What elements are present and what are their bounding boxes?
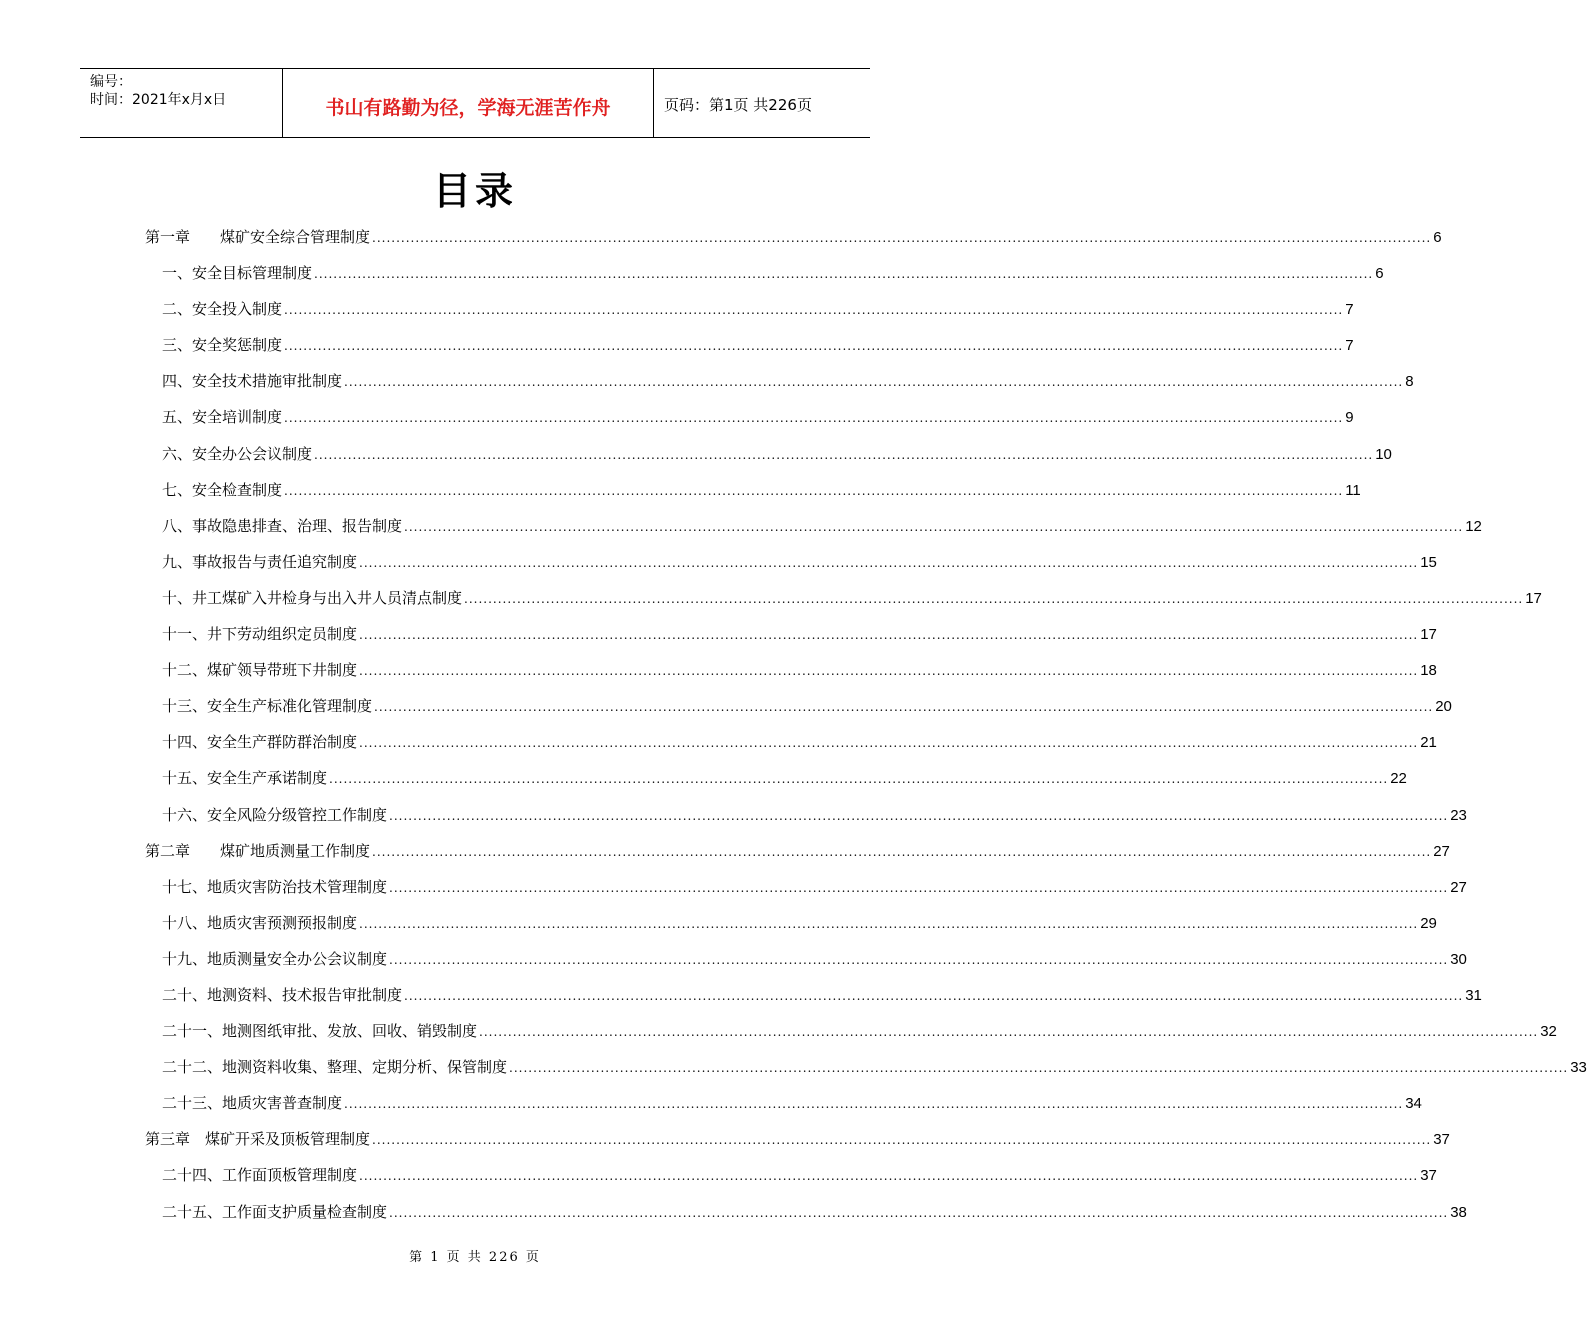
document-date: 时间：2021年x月x日 xyxy=(90,92,227,108)
toc-page-number: 27 xyxy=(1433,842,1450,860)
toc-section-entry[interactable] xyxy=(145,261,1384,297)
toc-page-number: 9 xyxy=(1345,409,1354,427)
document-header xyxy=(80,68,870,138)
toc-page-number: 21 xyxy=(1420,734,1437,752)
toc-entry-title: 十二、煤矿领导带班下井制度 xyxy=(162,661,358,680)
toc-dot-leader: ............................................................................................................................................................................................................................ xyxy=(314,267,1374,282)
toc-page-number: 20 xyxy=(1435,698,1452,716)
header-motto: 书山有路勤为径，学海无涯苦作舟 xyxy=(325,97,611,119)
toc-dot-leader: ............................................................................................................................................................................................................................ xyxy=(404,519,1464,534)
toc-entry-title: 二十、地测资料、技术报告审批制度 xyxy=(162,985,403,1004)
toc-entry-title: 九、事故报告与责任追究制度 xyxy=(162,552,358,571)
toc-page-number: 6 xyxy=(1375,265,1384,283)
toc-dot-leader: ............................................................................................................................................................................................................................ xyxy=(284,339,1344,354)
toc-entry-title: 十九、地质测量安全办公会议制度 xyxy=(162,949,388,968)
toc-section-entry[interactable] xyxy=(145,1091,1422,1127)
toc-section-entry[interactable] xyxy=(145,333,1354,369)
toc-dot-leader: ............................................................................................................................................................................................................................ xyxy=(359,916,1419,931)
toc-dot-leader: ............................................................................................................................................................................................................................ xyxy=(359,664,1419,679)
toc-section-entry[interactable] xyxy=(145,442,1392,478)
toc-entry-title: 第一章 煤矿安全综合管理制度 xyxy=(145,228,371,246)
toc-section-entry[interactable] xyxy=(145,875,1467,911)
toc-section-entry[interactable] xyxy=(145,1055,1587,1091)
toc-entry-title: 十五、安全生产承诺制度 xyxy=(162,769,328,788)
toc-page-number: 32 xyxy=(1540,1023,1557,1041)
toc-dot-leader: ............................................................................................................................................................................................................................ xyxy=(464,591,1524,606)
toc-entry-title: 第三章 煤矿开采及顶板管理制度 xyxy=(145,1130,371,1149)
toc-dot-leader: ............................................................................................................................................................................................................................ xyxy=(284,411,1344,426)
toc-section-entry[interactable] xyxy=(145,550,1437,586)
toc-page-number: 23 xyxy=(1450,806,1467,824)
toc-dot-leader: ............................................................................................................................................................................................................................ xyxy=(359,628,1419,643)
toc-dot-leader: ............................................................................................................................................................................................................................ xyxy=(389,880,1449,895)
toc-section-entry[interactable] xyxy=(145,658,1437,694)
toc-page-number: 33 xyxy=(1570,1059,1587,1077)
toc-page-number: 37 xyxy=(1433,1131,1450,1149)
page-title: 目录 xyxy=(432,169,517,213)
toc-entry-title: 第二章 煤矿地质测量工作制度 xyxy=(145,841,371,860)
toc-dot-leader: ............................................................................................................................................................................................................................ xyxy=(359,1169,1419,1184)
toc-chapter-entry[interactable] xyxy=(145,839,1450,875)
toc-dot-leader: ............................................................................................................................................................................................................................ xyxy=(329,772,1389,787)
toc-dot-leader: ............................................................................................................................................................................................................................ xyxy=(404,988,1464,1003)
toc-section-entry[interactable] xyxy=(145,478,1361,514)
toc-page-number: 8 xyxy=(1405,373,1414,391)
toc-dot-leader: ............................................................................................................................................................................................................................ xyxy=(284,303,1344,318)
toc-chapter-entry[interactable] xyxy=(145,1127,1450,1163)
toc-entry-title: 五、安全培训制度 xyxy=(162,408,283,427)
toc-section-entry[interactable] xyxy=(145,911,1437,947)
toc-page-number: 17 xyxy=(1525,589,1542,607)
toc-section-entry[interactable] xyxy=(145,622,1437,658)
toc-section-entry[interactable] xyxy=(145,1019,1557,1055)
toc-dot-leader: ............................................................................................................................................................................................................................ xyxy=(372,1133,1432,1148)
toc-entry-title: 二十三、地质灾害普查制度 xyxy=(162,1094,343,1113)
toc-entry-title: 二十四、工作面顶板管理制度 xyxy=(162,1166,358,1185)
toc-dot-leader: ............................................................................................................................................................................................................................ xyxy=(284,483,1344,498)
toc-entry-title: 十三、安全生产标准化管理制度 xyxy=(162,697,373,716)
toc-dot-leader: ............................................................................................................................................................................................................................ xyxy=(389,1205,1449,1220)
toc-page-number: 37 xyxy=(1420,1167,1437,1185)
toc-entry-title: 四、安全技术措施审批制度 xyxy=(162,372,343,391)
toc-section-entry[interactable] xyxy=(145,694,1452,730)
toc-page-number: 27 xyxy=(1450,878,1467,896)
header-motto-cell xyxy=(283,69,654,137)
toc-dot-leader: ............................................................................................................................................................................................................................ xyxy=(372,844,1432,859)
toc-section-entry[interactable] xyxy=(145,730,1437,766)
toc-entry-title: 三、安全奖惩制度 xyxy=(162,336,283,355)
toc-page-number: 30 xyxy=(1450,950,1467,968)
toc-page-number: 29 xyxy=(1420,914,1437,932)
toc-page-number: 22 xyxy=(1390,770,1407,788)
toc-entry-title: 二、安全投入制度 xyxy=(162,300,283,319)
table-of-contents xyxy=(145,225,1587,1236)
header-page-info: 页码：第1页 共226页 xyxy=(664,96,812,114)
toc-section-entry[interactable] xyxy=(145,947,1467,983)
toc-dot-leader: ............................................................................................................................................................................................................................ xyxy=(314,447,1374,462)
toc-section-entry[interactable] xyxy=(145,803,1467,839)
toc-page-number: 11 xyxy=(1345,481,1361,499)
toc-entry-title: 十一、井下劳动组织定员制度 xyxy=(162,625,358,644)
header-page-cell xyxy=(654,69,870,137)
toc-section-entry[interactable] xyxy=(145,514,1482,550)
toc-page-number: 12 xyxy=(1465,517,1482,535)
toc-dot-leader: ............................................................................................................................................................................................................................ xyxy=(359,555,1419,570)
toc-entry-title: 二十二、地测资料收集、整理、定期分析、保管制度 xyxy=(162,1058,508,1077)
toc-dot-leader: ............................................................................................................................................................................................................................ xyxy=(479,1025,1539,1040)
toc-dot-leader: ............................................................................................................................................................................................................................ xyxy=(389,952,1449,967)
toc-page-number: 38 xyxy=(1450,1203,1467,1221)
toc-page-number: 34 xyxy=(1405,1095,1422,1113)
header-info-cell xyxy=(80,69,283,137)
toc-page-number: 6 xyxy=(1433,229,1442,246)
toc-page-number: 31 xyxy=(1465,986,1482,1004)
toc-section-entry[interactable] xyxy=(145,1200,1467,1236)
toc-dot-leader: ............................................................................................................................................................................................................................ xyxy=(344,1097,1404,1112)
toc-dot-leader: ............................................................................................................................................................................................................................ xyxy=(372,231,1432,245)
toc-entry-title: 六、安全办公会议制度 xyxy=(162,444,313,463)
toc-entry-title: 十八、地质灾害预测预报制度 xyxy=(162,913,358,932)
toc-entry-title: 七、安全检查制度 xyxy=(162,480,283,499)
toc-chapter-entry[interactable] xyxy=(145,225,1442,261)
toc-section-entry[interactable] xyxy=(145,983,1482,1019)
toc-page-number: 18 xyxy=(1420,662,1437,680)
toc-entry-title: 一、安全目标管理制度 xyxy=(162,264,313,283)
toc-dot-leader: ............................................................................................................................................................................................................................ xyxy=(359,736,1419,751)
toc-page-number: 15 xyxy=(1420,553,1437,571)
toc-entry-title: 二十一、地测图纸审批、发放、回收、销毁制度 xyxy=(162,1022,478,1041)
toc-section-entry[interactable] xyxy=(145,297,1354,333)
toc-section-entry[interactable] xyxy=(145,766,1407,802)
toc-entry-title: 十、井工煤矿入井检身与出入井人员清点制度 xyxy=(162,588,463,607)
toc-page-number: 17 xyxy=(1420,626,1437,644)
page-footer: 第 1 页 共 226 页 xyxy=(409,1250,541,1265)
toc-section-entry[interactable] xyxy=(145,586,1542,622)
toc-entry-title: 八、事故隐患排查、治理、报告制度 xyxy=(162,516,403,535)
toc-section-entry[interactable] xyxy=(145,369,1414,405)
toc-dot-leader: ............................................................................................................................................................................................................................ xyxy=(344,375,1404,390)
toc-entry-title: 二十五、工作面支护质量检查制度 xyxy=(162,1202,388,1221)
toc-dot-leader: ............................................................................................................................................................................................................................ xyxy=(509,1061,1569,1076)
toc-entry-title: 十四、安全生产群防群治制度 xyxy=(162,733,358,752)
toc-page-number: 10 xyxy=(1375,445,1392,463)
toc-page-number: 7 xyxy=(1345,337,1354,355)
toc-entry-title: 十七、地质灾害防治技术管理制度 xyxy=(162,877,388,896)
toc-dot-leader: ............................................................................................................................................................................................................................ xyxy=(374,700,1434,715)
toc-entry-title: 十六、安全风险分级管控工作制度 xyxy=(162,805,388,824)
document-number-label: 编号： xyxy=(90,74,132,90)
toc-section-entry[interactable] xyxy=(145,1163,1437,1199)
toc-dot-leader: ............................................................................................................................................................................................................................ xyxy=(389,808,1449,823)
toc-section-entry[interactable] xyxy=(145,405,1354,441)
toc-page-number: 7 xyxy=(1345,301,1354,319)
